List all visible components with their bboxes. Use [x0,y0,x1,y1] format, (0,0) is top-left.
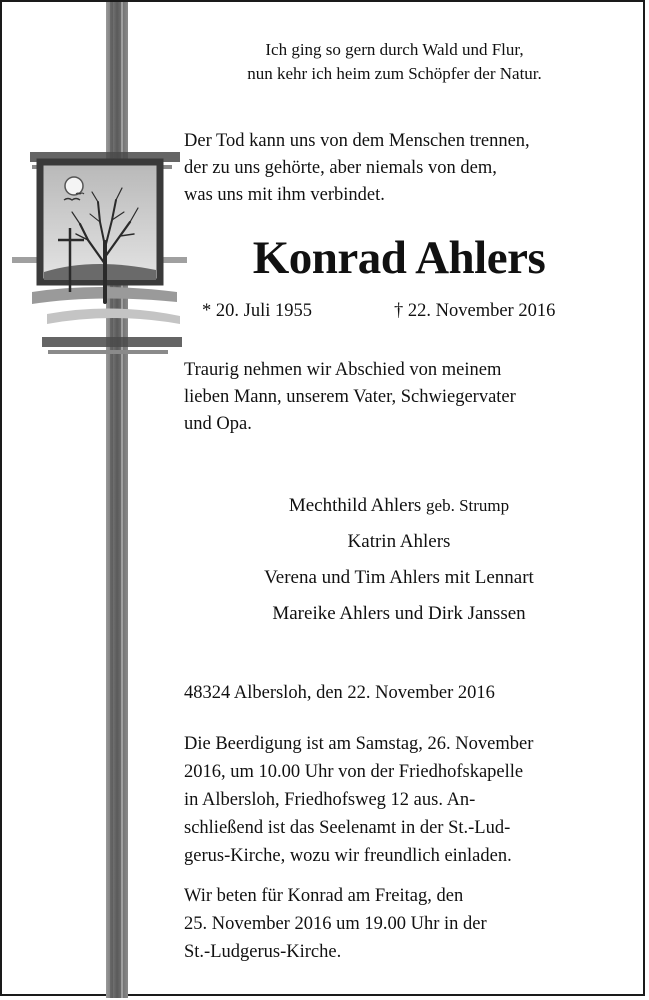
maiden-name-note: geb. Strump [426,496,510,515]
prayer-line: 25. November 2016 um 19.00 Uhr in der [184,914,487,934]
farewell-line: lieben Mann, unserem Vater, Schwiegervater [184,387,516,407]
quote-line: was uns mit ihm verbindet. [184,185,385,205]
prayer-info [184,882,614,966]
death-date: † 22. November 2016 [394,301,556,321]
birth-date: * 20. Juli 1955 [202,301,312,321]
funeral-line: Die Beerdigung ist am Samstag, 26. November [184,734,534,754]
mourners-list [184,488,614,632]
quote-line: der zu uns gehörte, aber niemals von dem, [184,158,497,178]
moon-shape [65,177,83,195]
deceased-name: Konrad Ahlers [252,232,546,284]
funeral-line: schließend ist das Seelenamt in der St.-Lud- [184,818,511,838]
mourner-line: Verena und Tim Ahlers mit Lennart [264,567,534,588]
poem-line: nun kehr ich heim zum Schöpfer der Natur. [247,64,542,83]
farewell-text [184,357,614,438]
tree-cross-artwork [2,2,192,998]
funeral-line: gerus-Kirche, wozu wir freundlich einladen. [184,846,512,866]
farewell-line: und Opa. [184,414,252,434]
memorial-quote [184,128,614,209]
mourner-line: Mareike Ahlers und Dirk Janssen [272,603,526,624]
mourner-line [184,488,614,524]
funeral-line: in Albersloh, Friedhofsweg 12 aus. An- [184,790,476,810]
funeral-info [184,730,614,870]
opening-poem [192,38,597,86]
prayer-line: Wir beten für Konrad am Freitag, den [184,886,464,906]
prayer-line: St.-Ludgerus-Kirche. [184,942,342,962]
mourner-name: Mechthild Ahlers [288,495,422,516]
funeral-line: 2016, um 10.00 Uhr von der Friedhofskapelle [184,762,524,782]
poem-line: Ich ging so gern durch Wald und Flur, [265,40,524,59]
place-date: 48324 Albersloh, den 22. November 2016 [184,683,495,703]
farewell-line: Traurig nehmen wir Abschied von meinem [184,360,502,380]
vertical-bar [106,2,128,998]
mourner-line: Katrin Ahlers [347,531,451,552]
quote-line: Der Tod kann uns von dem Menschen trennen, [184,131,530,151]
